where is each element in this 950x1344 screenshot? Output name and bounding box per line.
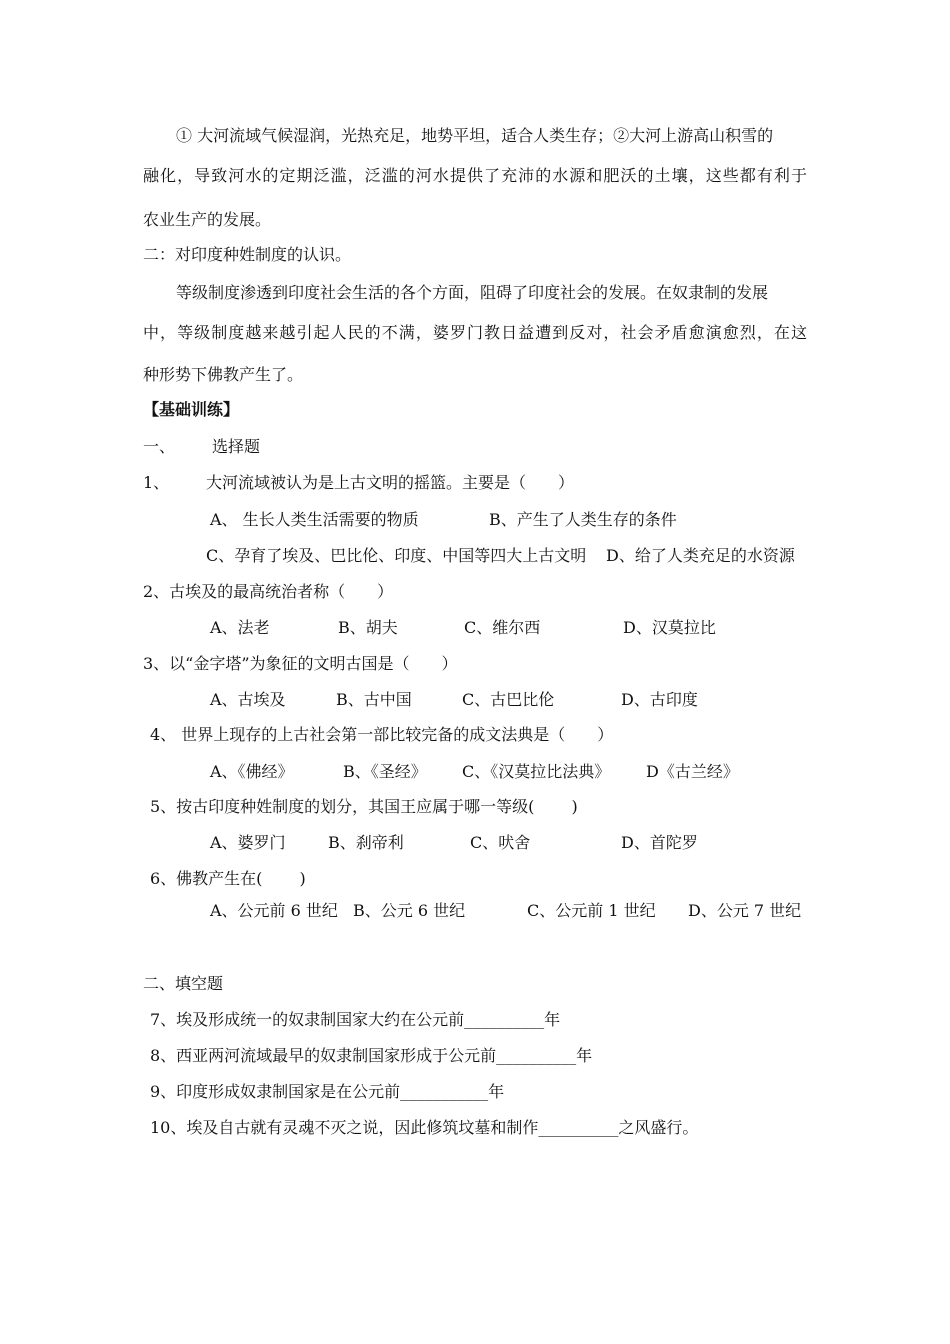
option: A、婆罗门 [210, 833, 286, 852]
question-text: 5、按古印度种姓制度的划分，其国王应属于哪一等级( ) [150, 797, 578, 816]
option: D、公元 7 世纪 [688, 901, 802, 920]
choice-section-title: 选择题 [212, 437, 261, 456]
option: D《古兰经》 [646, 762, 739, 781]
option: D、首陀罗 [621, 833, 698, 852]
option: C、《汉莫拉比法典》 [462, 762, 611, 781]
fill-question: 8、西亚两河流域最早的奴隶制国家形成于公元前__________年 [150, 1046, 593, 1065]
option: B、公元 6 世纪 [353, 901, 466, 920]
choice-section-number: 一、 [143, 437, 176, 456]
question-text: 6、佛教产生在( ) [150, 869, 306, 888]
fill-section-title: 二、填空题 [143, 974, 224, 993]
fill-question: 10、埃及自古就有灵魂不灭之说，因此修筑坟墓和制作__________之风盛行。 [150, 1118, 699, 1137]
option: B、《圣经》 [343, 762, 427, 781]
option: A、公元前 6 世纪 [210, 901, 338, 920]
training-heading: 【基础训练】 [143, 400, 240, 419]
paragraph-line: 农业生产的发展。 [143, 210, 272, 229]
option: B、刹帝利 [328, 833, 404, 852]
option: C、维尔西 [464, 618, 541, 637]
fill-question: 7、埃及形成统一的奴隶制国家大约在公元前__________年 [150, 1010, 561, 1029]
option: A、《佛经》 [210, 762, 294, 781]
paragraph-line: 中，等级制度越来越引起人民的不满，婆罗门教日益遭到反对，社会矛盾愈演愈烈，在这 [143, 323, 807, 342]
paragraph-line: 等级制度渗透到印度社会生活的各个方面，阻碍了印度社会的发展。在奴隶制的发展 [176, 283, 769, 302]
question-text: 3、以“金字塔”为象征的文明古国是（ ） [143, 654, 458, 673]
question-text: 4、 世界上现存的上古社会第一部比较完备的成文法典是（ ） [150, 725, 614, 744]
paragraph-line: ① 大河流域气候湿润，光热充足，地势平坦，适合人类生存；②大河上游高山积雪的 [176, 126, 774, 145]
option: A、古埃及 [210, 690, 286, 709]
option: D、给了人类充足的水资源 [606, 546, 795, 565]
fill-question: 9、印度形成奴隶制国家是在公元前___________年 [150, 1082, 505, 1101]
option: D、汉莫拉比 [623, 618, 716, 637]
option: B、产生了人类生存的条件 [489, 510, 677, 529]
paragraph-line: 种形势下佛教产生了。 [143, 365, 304, 384]
option: A、法老 [210, 618, 270, 637]
question-text: 大河流域被认为是上古文明的摇篮。主要是（ ） [206, 473, 575, 492]
option: C、吠舍 [470, 833, 531, 852]
option: B、古中国 [336, 690, 412, 709]
option: C、公元前 1 世纪 [527, 901, 656, 920]
option: A、 生长人类生活需要的物质 [210, 510, 419, 529]
question-text: 2、古埃及的最高统治者称（ ） [143, 582, 394, 601]
option: D、古印度 [621, 690, 698, 709]
option: B、胡夫 [338, 618, 398, 637]
option: C、古巴比伦 [462, 690, 555, 709]
paragraph-line: 融化，导致河水的定期泛滥，泛滥的河水提供了充沛的水源和肥沃的土壤，这些都有利于 [143, 166, 807, 185]
option: C、孕育了埃及、巴比伦、印度、中国等四大上古文明 [206, 546, 587, 565]
section-heading: 二：对印度种姓制度的认识。 [143, 245, 352, 264]
question-number: 1、 [143, 473, 170, 492]
